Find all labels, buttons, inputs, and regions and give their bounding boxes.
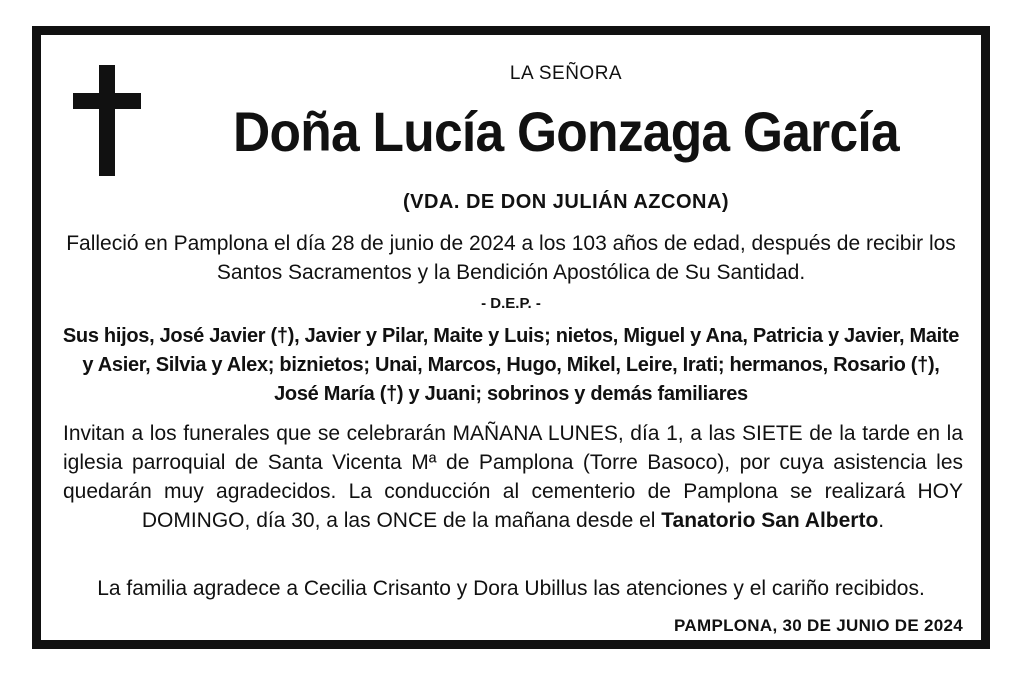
deceased-name: Doña Lucía Gonzaga García — [233, 100, 899, 163]
death-notice: Falleció en Pamplona el día 28 de junio de 2024 a los 103 años de edad, después de recibir los Santos Sacramentos y la Bendición Apostólica de Su Santidad. — [66, 232, 956, 284]
funeral-text: Invitan a los funerales que se celebrarán MAÑANA LUNES, día 1, a las SIETE de la tarde en la iglesia parroquial de Santa Vicenta Mª de Pamplona (Torre Basoco), por cuya asistencia les quedarán muy agradecidos. La conducción al cementerio de Pamplona se realizará HOY DOMINGO, día 30, a las ONCE de la mañana desde el — [63, 422, 963, 532]
funeral-notice — [63, 419, 963, 535]
widow-of: (VDA. DE DON JULIÁN AZCONA) — [402, 191, 730, 213]
funeral-venue: Tanatorio San Alberto — [661, 509, 879, 532]
obituary-frame — [32, 26, 990, 649]
cross-icon — [73, 65, 141, 176]
thanks-note: La familia agradece a Cecilia Crisanto y Dora Ubillus las atenciones y el cariño recibidos. — [97, 577, 925, 600]
place-date: PAMPLONA, 30 DE JUNIO DE 2024 — [674, 616, 963, 635]
family-list: Sus hijos, José Javier (†), Javier y Pilar, Maite y Luis; nietos, Miguel y Ana, Patricia y Javier, Maite y Asier, Silvia y Alex; biznietos; Unai, Marcos, Hugo, Mikel, Leire, Irati; hermanos, Rosario (†), José María (†) y Juani; sobrinos y demás familiares — [62, 325, 960, 405]
funeral-end: . — [878, 509, 885, 532]
rip-line: - D.E.P. - — [481, 295, 541, 312]
heading-prefix: LA SEÑORA — [509, 63, 623, 84]
